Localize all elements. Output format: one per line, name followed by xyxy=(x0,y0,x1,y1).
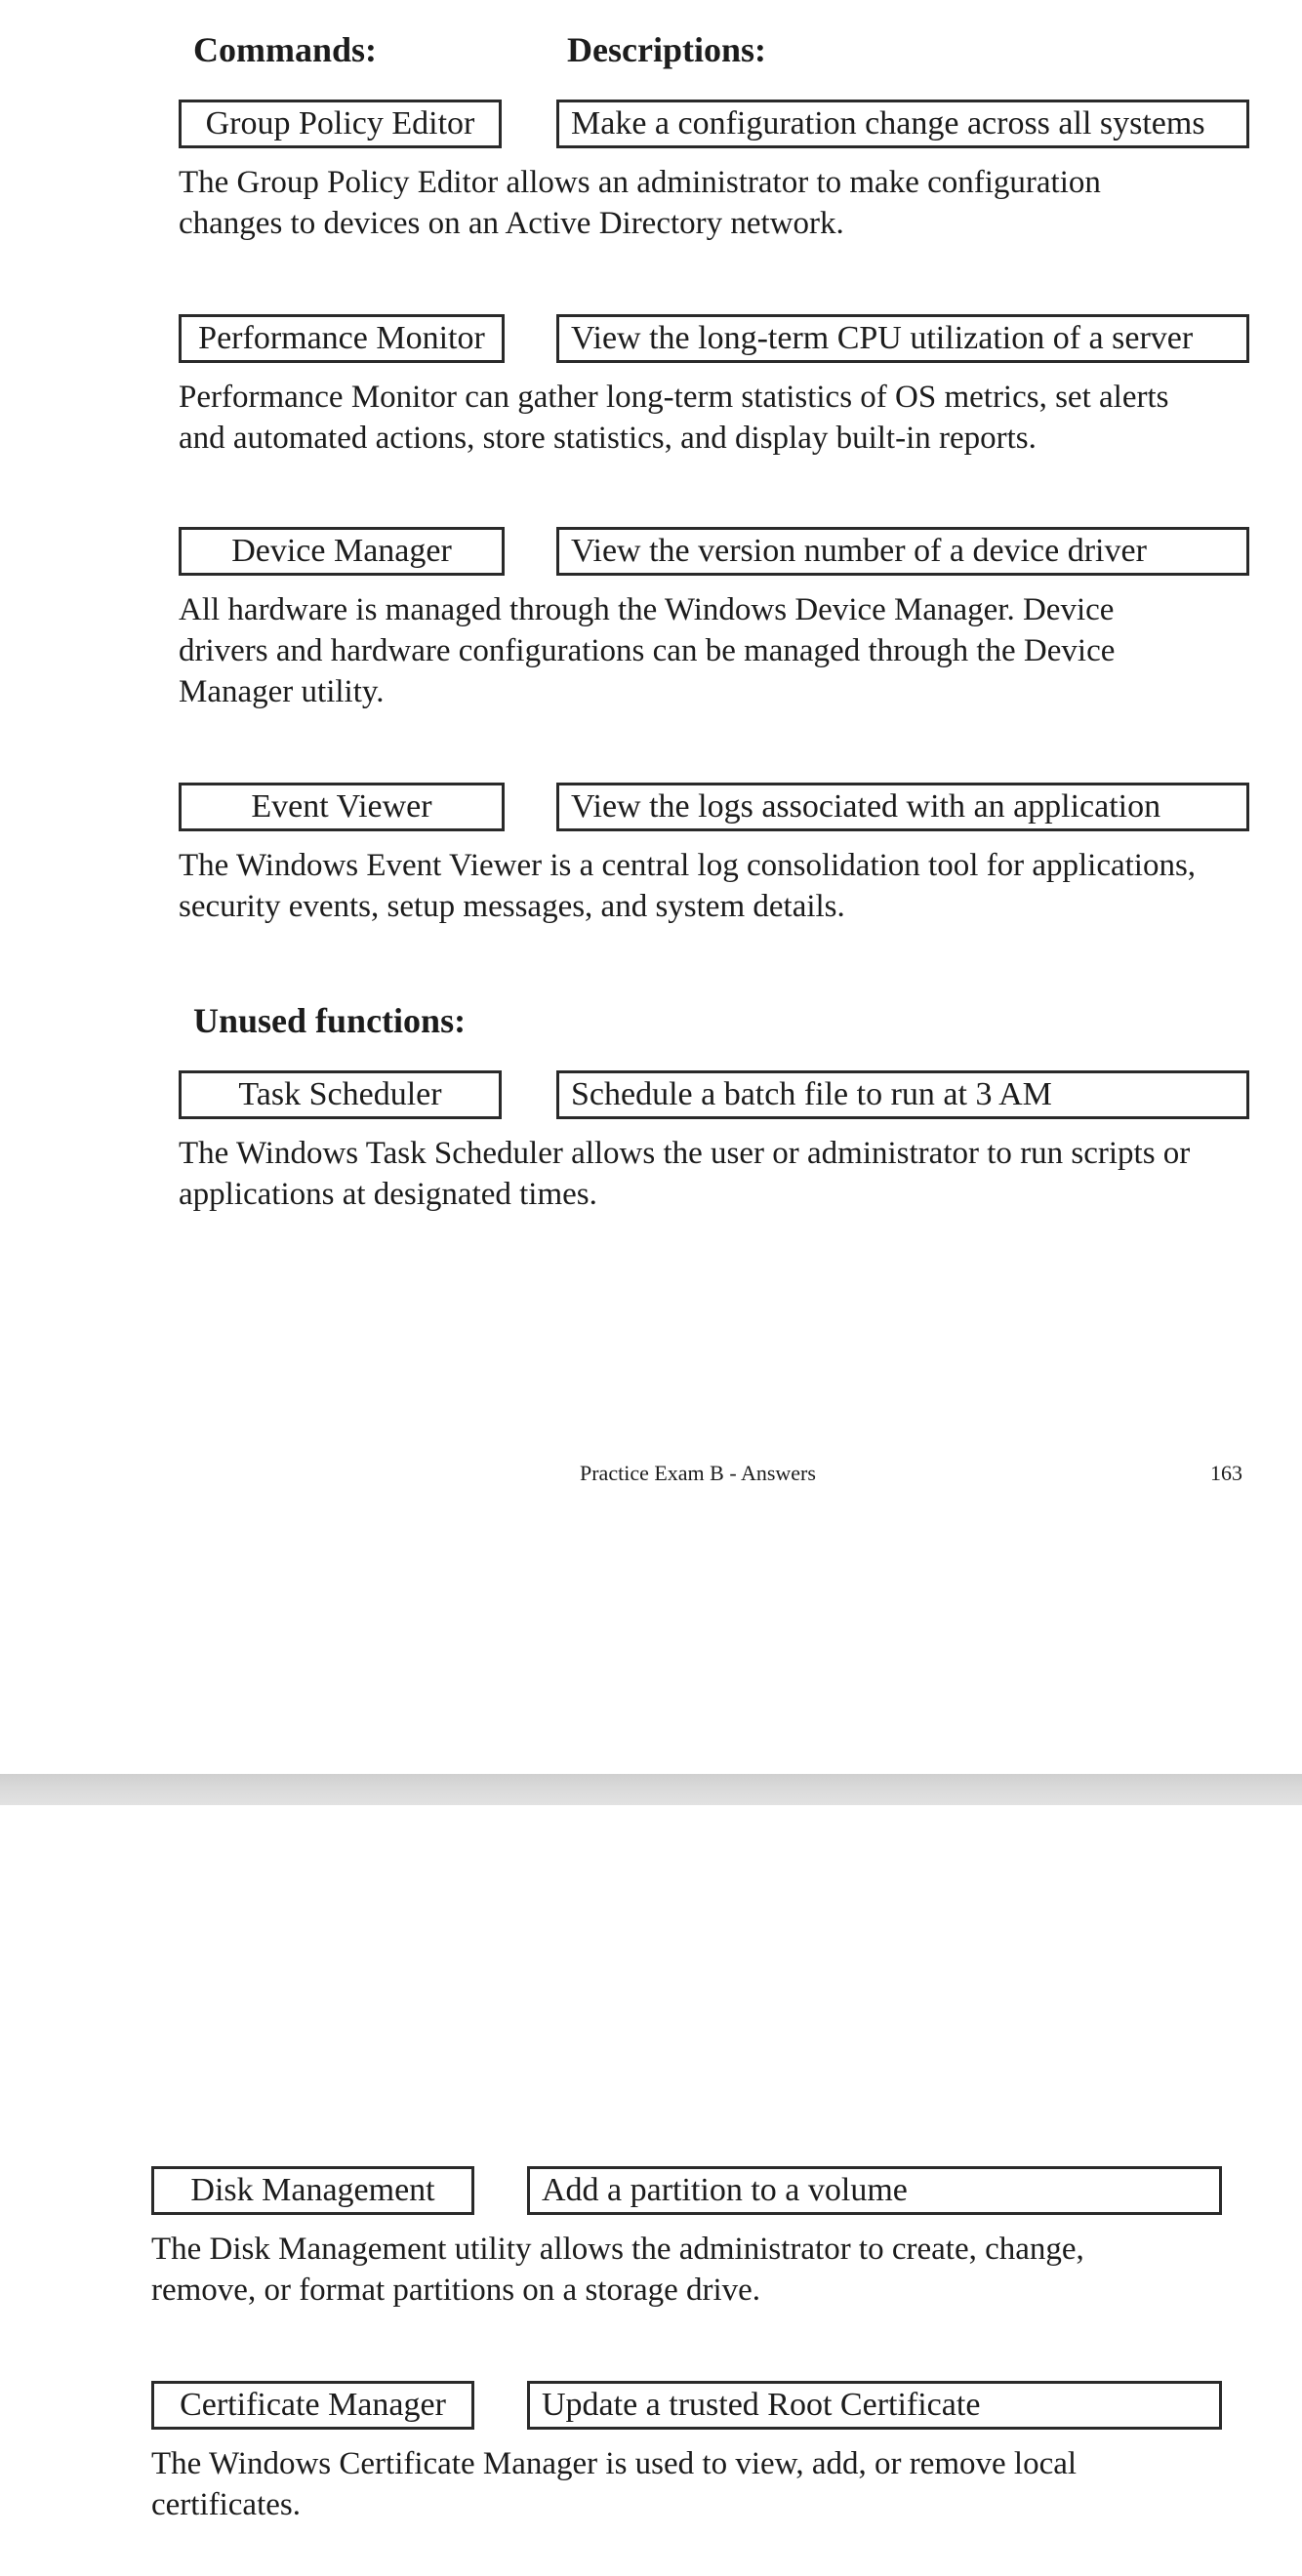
command-box-device-manager: Device Manager xyxy=(179,527,505,576)
explanation-line: The Windows Event Viewer is a central log consolidation tool for applications, xyxy=(179,848,1197,883)
description-box-disk-management: Add a partition to a volume xyxy=(527,2166,1222,2215)
explanation-performance-monitor xyxy=(179,377,1168,459)
description-box-task-scheduler: Schedule a batch file to run at 3 AM xyxy=(556,1070,1249,1119)
description-box-event-viewer: View the logs associated with an application xyxy=(556,783,1249,831)
explanation-line: The Disk Management utility allows the administrator to create, change, xyxy=(151,2232,1084,2267)
page-number: 163 xyxy=(1210,1461,1242,1485)
command-box-group-policy-editor: Group Policy Editor xyxy=(179,100,502,148)
explanation-line: drivers and hardware configurations can be managed through the Device xyxy=(179,633,1116,668)
commands-header: Commands: xyxy=(193,30,378,69)
explanation-event-viewer xyxy=(179,845,1196,927)
command-box-event-viewer: Event Viewer xyxy=(179,783,505,831)
explanation-line: remove, or format partitions on a storage drive. xyxy=(151,2273,761,2308)
unused-functions-header: Unused functions: xyxy=(193,1001,467,1040)
description-box-device-manager: View the version number of a device driver xyxy=(556,527,1249,576)
command-box-performance-monitor: Performance Monitor xyxy=(179,314,505,363)
explanation-line: changes to devices on an Active Directory network. xyxy=(179,206,844,241)
explanation-line: Manager utility. xyxy=(179,674,385,709)
explanation-line: applications at designated times. xyxy=(179,1177,597,1212)
explanation-task-scheduler xyxy=(179,1133,1190,1215)
descriptions-header: Descriptions: xyxy=(567,30,766,69)
explanation-line: The Windows Task Scheduler allows the user or administrator to run scripts or xyxy=(179,1136,1191,1171)
explanation-line: The Windows Certificate Manager is used to view, add, or remove local xyxy=(151,2446,1078,2481)
explanation-certificate-manager xyxy=(151,2443,1077,2525)
command-box-disk-management: Disk Management xyxy=(151,2166,474,2215)
explanation-line: and automated actions, store statistics, and display built-in reports. xyxy=(179,421,1037,456)
explanation-group-policy-editor xyxy=(179,162,1101,244)
page-divider xyxy=(0,1774,1302,1805)
explanation-line: All hardware is managed through the Windows Device Manager. Device xyxy=(179,592,1115,627)
explanation-line: The Group Policy Editor allows an administrator to make configuration xyxy=(179,165,1101,200)
explanation-line: certificates. xyxy=(151,2487,301,2522)
explanation-device-manager xyxy=(179,589,1115,712)
command-box-task-scheduler: Task Scheduler xyxy=(179,1070,502,1119)
description-box-group-policy-editor: Make a configuration change across all systems xyxy=(556,100,1249,148)
explanation-disk-management xyxy=(151,2229,1084,2311)
explanation-line: Performance Monitor can gather long-term statistics of OS metrics, set alerts xyxy=(179,380,1169,415)
footer-title: Practice Exam B - Answers xyxy=(580,1461,816,1485)
description-box-certificate-manager: Update a trusted Root Certificate xyxy=(527,2381,1222,2430)
command-box-certificate-manager: Certificate Manager xyxy=(151,2381,474,2430)
description-box-performance-monitor: View the long-term CPU utilization of a server xyxy=(556,314,1249,363)
page-164 xyxy=(0,1805,1302,2576)
explanation-line: security events, setup messages, and system details. xyxy=(179,889,845,924)
